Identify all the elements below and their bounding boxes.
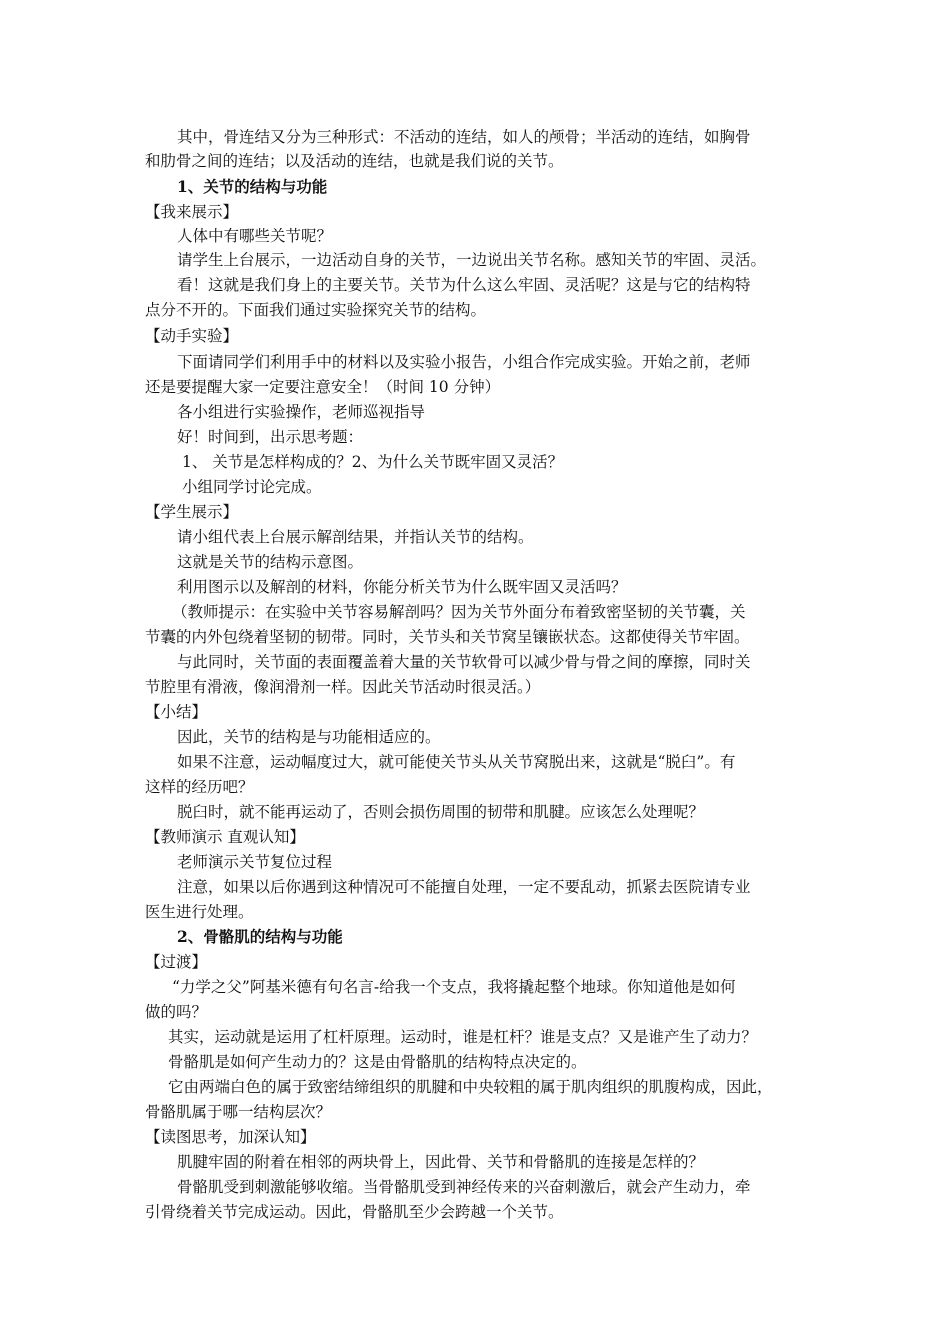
text-line: 这样的经历吧？: [145, 778, 254, 796]
text-line: 小组同学讨论完成。: [182, 478, 322, 496]
section-heading: 1、关节的结构与功能: [177, 177, 328, 196]
text-line: 请小组代表上台展示解剖结果，并指认关节的结构。: [177, 528, 534, 546]
text-line: 点分不开的。下面我们通过实验探究关节的结构。: [145, 301, 487, 319]
text-line: 骨骼肌属于哪一结构层次？: [145, 1103, 332, 1121]
text-line: 注意，如果以后你遇到这种情况可不能擅自处理，一定不要乱动，抓紧去医院请专业: [177, 878, 751, 896]
text-line: 还是要提醒大家一定要注意安全！（时间 10 分钟）: [145, 378, 501, 396]
text-line: 利用图示以及解剖的材料，你能分析关节为什么既牢固又灵活吗？: [177, 578, 627, 596]
text-line: 与此同时，关节面的表面覆盖着大量的关节软骨可以减少骨与骨之间的摩擦，同时关: [177, 653, 751, 671]
text-line: 它由两端白色的属于致密结缔组织的肌腱和中央较粗的属于肌肉组织的肌腹构成，因此，: [168, 1078, 773, 1096]
section-tag: 【动手实验】: [145, 327, 239, 345]
section-tag: 【学生展示】: [145, 503, 239, 521]
text-line: 这就是关节的结构示意图。: [177, 553, 364, 571]
text-line: 肌腱牢固的附着在相邻的两块骨上，因此骨、关节和骨骼肌的连接是怎样的？: [177, 1153, 705, 1171]
text-line: 下面请同学们利用手中的材料以及实验小报告，小组合作完成实验。开始之前，老师: [177, 353, 751, 371]
text-line: 做的吗？: [145, 1003, 208, 1021]
text-line: 骨骼肌是如何产生动力的？这是由骨骼肌的结构特点决定的。: [168, 1053, 587, 1071]
text-line: 人体中有哪些关节呢？: [177, 227, 333, 245]
section-heading: 2、骨骼肌的结构与功能: [177, 927, 343, 946]
section-tag: 【我来展示】: [145, 203, 239, 221]
text-line: 老师演示关节复位过程: [177, 853, 333, 871]
text-line: 因此，关节的结构是与功能相适应的。: [177, 728, 441, 746]
text-line: （教师提示：在实验中关节容易解剖吗？因为关节外面分布着致密坚韧的关节囊，关: [172, 603, 746, 621]
section-tag: 【过渡】: [145, 953, 208, 971]
text-line: 骨骼肌受到刺激能够收缩。当骨骼肌受到神经传来的兴奋刺激后，就会产生动力，牵: [177, 1178, 751, 1196]
text-line: 请学生上台展示，一边活动自身的关节，一边说出关节名称。感知关节的牢固、灵活。: [177, 251, 767, 269]
section-tag: 【读图思考，加深认知】: [145, 1128, 316, 1146]
text-line: 节囊的内外包绕着坚韧的韧带。同时，关节头和关节窝呈镶嵌状态。这都使得关节牢固。: [145, 628, 750, 646]
text-line: “力学之父”阿基米德有句名言-给我一个支点，我将撬起整个地球。你知道他是如何: [172, 978, 736, 996]
section-tag: 【教师演示 直观认知】: [145, 828, 305, 846]
text-line: 和肋骨之间的连结；以及活动的连结，也就是我们说的关节。: [145, 152, 564, 170]
text-line: 其中，骨连结又分为三种形式：不活动的连结，如人的颅骨；半活动的连结，如胸骨: [177, 128, 751, 146]
text-line: 节腔里有滑液，像润滑剂一样。因此关节活动时很灵活。）: [145, 678, 541, 696]
text-line: 如果不注意，运动幅度过大，就可能使关节头从关节窝脱出来，这就是“脱臼”。有: [177, 753, 736, 771]
section-tag: 【小结】: [145, 703, 208, 721]
text-line: 各小组进行实验操作，老师巡视指导: [177, 403, 426, 421]
text-line: 看！这就是我们身上的主要关节。关节为什么这么牢固、灵活呢？这是与它的结构特: [177, 276, 751, 294]
text-line: 医生进行处理。: [145, 903, 254, 921]
text-line: 脱臼时，就不能再运动了，否则会损伤周围的韧带和肌腱。应该怎么处理呢？: [177, 803, 705, 821]
text-line: 好！时间到，出示思考题：: [177, 428, 364, 446]
text-line: 引骨绕着关节完成运动。因此，骨骼肌至少会跨越一个关节。: [145, 1203, 564, 1221]
text-line: 其实，运动就是运用了杠杆原理。运动时，谁是杠杆？谁是支点？又是谁产生了动力？: [168, 1028, 758, 1046]
text-line: 1、 关节是怎样构成的？2、为什么关节既牢固又灵活？: [182, 453, 564, 471]
